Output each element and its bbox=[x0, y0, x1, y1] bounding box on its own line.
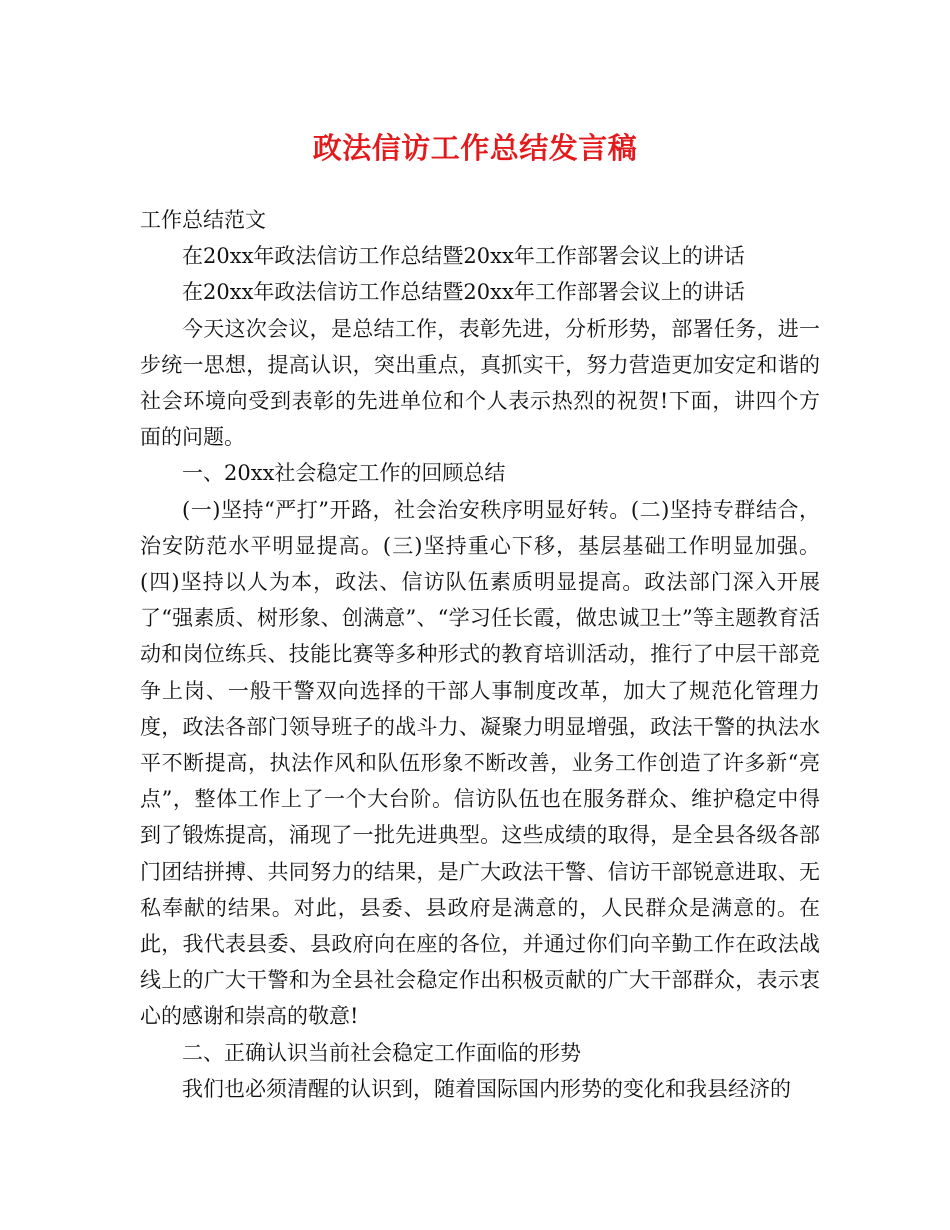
section-heading-situation: 二、正确认识当前社会稳定工作面临的形势 bbox=[182, 1040, 581, 1065]
paragraph-speech-heading: 在20xx年政法信访工作总结暨20xx年工作部署会议上的讲话 bbox=[182, 244, 745, 269]
paragraph-review-body: (一)坚持“严打”开路，社会治安秩序明显好转。(二)坚持专群结合，治安防范水平明显提高。(三)坚持重心下移，基层基础工作明显加强。(四)坚持以人为本，政法、信访队伍素质明显提高。政法部门深入开展了“强素质、树形象、创满意”、“学习任长霞，做忠诚卫士”等主题教育活动和岗位练兵、技能比赛等多种形式的教育培训活动，推行了中层干部竞争上岗、一般干警双向选择的干部人事制度改革，加大了规范化管理力度，政法各部门领导班子的战斗力、凝聚力明显增强，政法干警的执法水平不断提高，执法作风和队伍形象不断改善，业务工作创造了许多新“亮点”，整体工作上了一个大台阶。信访队伍也在服务群众、维护稳定中得到了锻炼提高，涌现了一批先进典型。这些成绩的取得，是全县各级各部门团结拼搏、共同努力的结果，是广大政法干警、信访干部锐意进取、无私奉献的结果。对此，县委、县政府是满意的，人民群众是满意的。在此，我代表县委、县政府向在座的各位，并通过你们向辛勤工作在政法战线上的广大干警和为全县社会稳定作出积极贡献的广大干部群众，表示衷心的感谢和崇高的敬意! bbox=[140, 497, 820, 1029]
paragraph-intro: 今天这次会议，是总结工作，表彰先进，分析形势，部署任务，进一步统一思想，提高认识，突出重点，真抓实干，努力营造更加安定和谐的社会环境向受到表彰的先进单位和个人表示热烈的祝贺!下面，讲四个方面的问题。 bbox=[140, 316, 820, 450]
document-body bbox=[140, 202, 820, 1107]
paragraph-category: 工作总结范文 bbox=[140, 208, 266, 232]
paragraph-situation-body: 我们也必须清醒的认识到，随着国际国内形势的变化和我县经济的 bbox=[182, 1076, 791, 1101]
section-heading-review: 一、20xx社会稳定工作的回顾总结 bbox=[182, 461, 506, 486]
document-title: 政法信访工作总结发言稿 bbox=[312, 131, 638, 165]
paragraph-speech-heading-repeat: 在20xx年政法信访工作总结暨20xx年工作部署会议上的讲话 bbox=[182, 280, 745, 305]
